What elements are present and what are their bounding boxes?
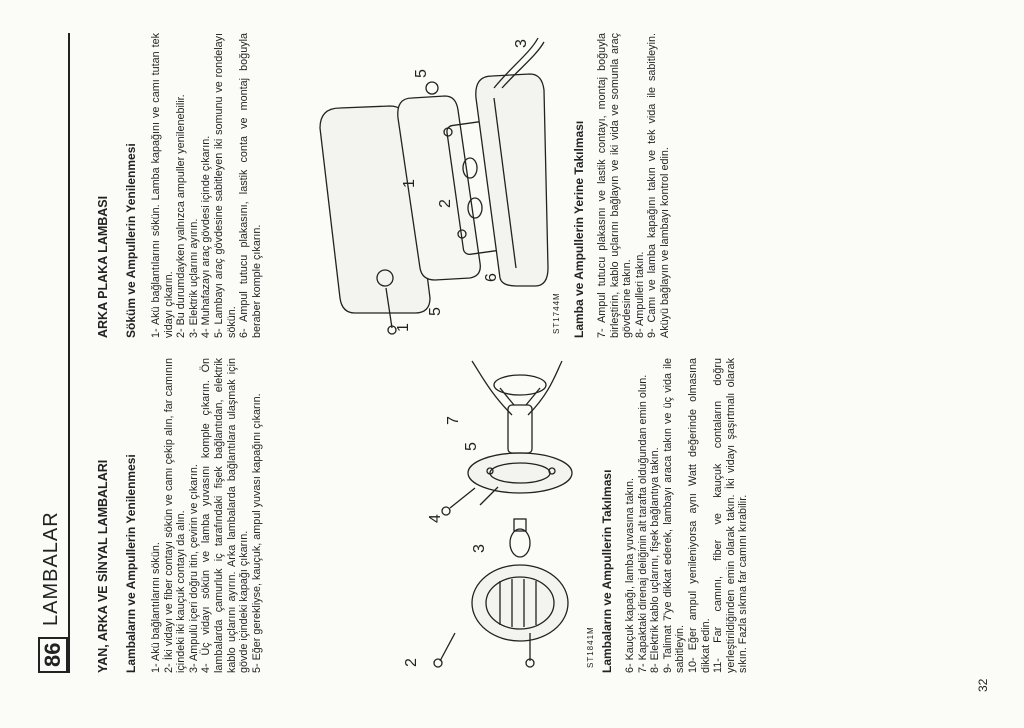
callout-6: 6	[483, 273, 500, 282]
side-lamp-figure	[380, 358, 580, 673]
callout-7: 7	[445, 416, 462, 425]
right-figure-code: ST1744M	[552, 292, 561, 334]
step: 3- Ampulü içeri doğru itin, çevirin ve çıkarın.	[187, 464, 200, 673]
step: 7- Kapaktaki direnaj deliğinin alt tarafta olduğundan emin olun.	[636, 374, 649, 673]
left-subsection-2: Lambaların ve Ampullerin Takılması	[600, 469, 614, 673]
left-column	[96, 358, 263, 673]
step: 3- Elektrik uçlarını ayırın.	[187, 218, 200, 338]
plate-lamp-figure	[280, 33, 550, 338]
step: 1- Akü bağlantılarını sökün. Lamba kapağını ve camı tutan tek vidayı çıkarın.	[150, 33, 175, 338]
left-steps-1	[150, 358, 263, 673]
page-number-box	[38, 637, 68, 673]
right-subsection-2: Lamba ve Ampullerin Yerine Takılması	[572, 120, 586, 338]
step: 7- Ampul tutucu plakasını ve lastik contayı, montaj boğuyla birleştirin, kablo uçlarını bağlayın ve iki vida ve somunla araç gövdesine takın.	[596, 33, 634, 338]
step: 10- Eğer ampul yenileniyorsa aynı Watt değerinde olmasına dikkat edin.	[686, 358, 712, 673]
header-rule	[68, 33, 70, 673]
side-lamp-exploded-diagram	[380, 358, 580, 673]
step: 2- İki vidayı ve fiber contayı sökün ve camı çekip alın, far camının içindeki iki kauçuk contayı da alın.	[162, 358, 188, 673]
right-subsection-1: Söküm ve Ampullerin Yenilenmesi	[124, 143, 138, 338]
left-section-title: YAN, ARKA VE SİNYAL LAMBALARI	[96, 459, 110, 673]
callout-3: 3	[513, 39, 530, 48]
step: 11- Far camını, fiber ve kauçuk contaların doğru yerleştirildiğinden emin olarak takın. İki vidayı şaşırtmalı olarak sıkın. Fazla sıkma far camını kırabilir.	[712, 358, 750, 673]
step: 6- Kauçuk kapağı, lamba yuvasına takın.	[624, 477, 636, 673]
callout-2: 2	[437, 199, 454, 208]
right-steps-1	[150, 33, 263, 338]
left-subsection-1: Lambaların ve Ampullerin Yenilenmesi	[124, 454, 138, 673]
left-figure-code: ST1841M	[586, 626, 595, 668]
step: 2- Bu durumdayken yalnızca ampuller yenilenebilir.	[175, 94, 188, 338]
callout-5a: 5	[427, 307, 444, 316]
step: 5- Eğer gerekliyse, kauçuk, ampul yuvası kapağını çıkarın.	[250, 393, 263, 673]
right-column-bottom	[572, 33, 672, 338]
right-column	[96, 33, 263, 338]
callout-5b: 5	[413, 69, 430, 78]
step: 8- Elektrik kablo uçlarını, fişek bağlantıya takın.	[649, 447, 662, 673]
step: 8- Ampulleri takın.	[633, 251, 646, 338]
step: 6- Ampul tutucu plakasını, lastik conta ve montaj boğuyla beraber komple çıkarın.	[238, 33, 263, 338]
chapter-title: LAMBALAR	[40, 511, 62, 626]
callout-1a: 1	[395, 323, 412, 332]
callout-3: 3	[471, 544, 488, 553]
step: 9- Talimat 7'ye dikkat ederek, lambayı araca takın ve üç vida ile sabitleyin.	[661, 358, 687, 673]
right-steps-2	[596, 33, 672, 338]
right-section-title: ARKA PLAKA LAMBASI	[96, 195, 110, 338]
step: 4- Üç vidayı sökün ve lamba yuvasını komple çıkarın. Ön lambalarda çamurluk iç tarafındaki fişek bağlantıdan, elektrik kablo uçlarını ayırın. Arka lambalarda bağlantılara ulaşmak için gövde içindeki kapağı çıkarın.	[200, 358, 251, 673]
page-number: 86	[40, 642, 65, 667]
step: 5- Lambayı araç gövdesine sabitleyen iki somunu ve rondelayı sökün.	[212, 33, 238, 338]
callout-2: 2	[403, 658, 420, 667]
step: 4- Muhafazayı araç gövdesi içinde çıkarın.	[200, 135, 213, 338]
callout-4: 4	[427, 514, 444, 523]
step: 1- Akü bağlantılarını sökün.	[150, 542, 162, 673]
left-steps-2	[624, 358, 750, 673]
plate-lamp-exploded-diagram	[280, 33, 550, 338]
left-column-bottom	[600, 358, 750, 673]
page-index: 32	[976, 678, 990, 692]
step: 9- Camı ve lamba kapağını takın ve tek vida ile sabitleyin. Aküyü bağlayın ve lambayı kontrol edin.	[646, 33, 671, 338]
callout-1b: 1	[401, 179, 418, 188]
callout-5: 5	[463, 442, 480, 451]
